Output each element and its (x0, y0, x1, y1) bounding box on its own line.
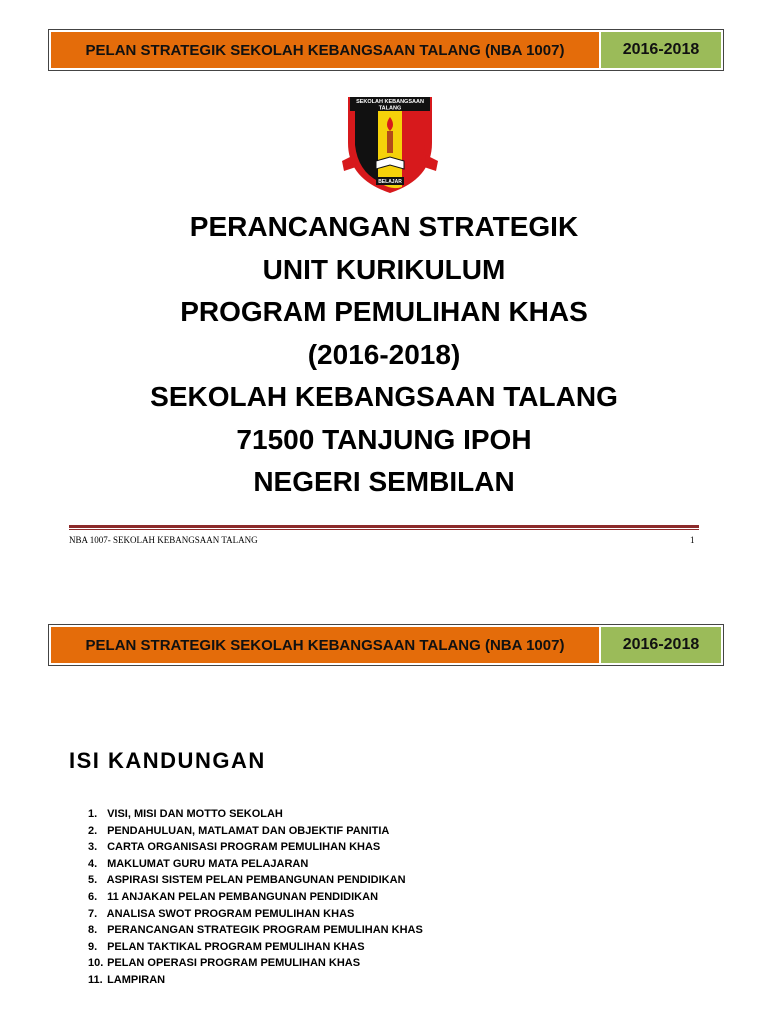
cover-title-line: UNIT KURIKULUM (262, 253, 506, 285)
footer-divider-thin (69, 529, 699, 530)
footer-text: NBA 1007- SEKOLAH KEBANGSAAN TALANG (69, 535, 258, 545)
toc-item (88, 823, 423, 840)
cover-title (0, 206, 768, 504)
toc-item-number: 11. (88, 973, 103, 986)
toc-item-label: ANALISA SWOT PROGRAM PEMULIHAN KHAS (106, 907, 355, 920)
toc-item-label: 11 ANJAKAN PELAN PEMBANGUNAN PENDIDIKAN (107, 890, 379, 903)
toc-item-label: PERANCANGAN STRATEGIK PROGRAM PEMULIHAN KHAS (107, 924, 423, 937)
toc-item (88, 922, 423, 939)
toc-item (88, 856, 423, 873)
toc-item-number: 4. (88, 857, 98, 870)
toc-item-number: 3. (88, 841, 98, 854)
toc-item-number: 5. (88, 874, 98, 887)
crest-top-text: SEKOLAH KEBANGSAAN (356, 99, 424, 105)
toc-item-number: 2. (88, 824, 98, 837)
toc-item-label: CARTA ORGANISASI PROGRAM PEMULIHAN KHAS (107, 841, 381, 854)
header-title: PELAN STRATEGIK SEKOLAH KEBANGSAAN TALANG (NBA 1007) (51, 627, 599, 663)
school-crest-logo (340, 91, 440, 195)
cover-title-line: SEKOLAH KEBANGSAAN TALANG (150, 381, 618, 412)
page-header (48, 29, 724, 71)
toc-item-label: PELAN TAKTIKAL PROGRAM PEMULIHAN KHAS (107, 940, 365, 953)
cover-title-line: (2016-2018) (307, 338, 461, 370)
page-number: 1 (690, 535, 695, 545)
toc-item-label: VISI, MISI DAN MOTTO SEKOLAH (107, 808, 283, 820)
toc-item-label: PENDAHULUAN, MATLAMAT DAN OBJEKTIF PANITIA (107, 824, 390, 837)
toc-item-number: 7. (88, 907, 98, 920)
cover-title-line: PROGRAM PEMULIHAN KHAS (180, 296, 588, 327)
toc-item (88, 806, 423, 823)
toc-item (88, 906, 423, 923)
toc-item-number: 8. (88, 924, 98, 937)
toc-item (88, 872, 423, 889)
toc-item-label: PELAN OPERASI PROGRAM PEMULIHAN KHAS (107, 957, 361, 970)
toc-item-label: LAMPIRAN (107, 973, 166, 986)
toc-item-label: ASPIRASI SISTEM PELAN PEMBANGUNAN PENDIDIKAN (106, 874, 406, 887)
toc-item (88, 939, 423, 956)
footer-divider-thick (69, 525, 699, 528)
header-years: 2016-2018 (601, 627, 721, 663)
toc-item (88, 955, 423, 972)
crest-name-text: TALANG (378, 105, 402, 112)
toc-heading: ISI KANDUNGAN (69, 748, 266, 773)
toc-item-label: MAKLUMAT GURU MATA PELAJARAN (107, 857, 309, 870)
crest-motto: BELAJAR (378, 179, 402, 185)
cover-title-line: 71500 TANJUNG IPOH (236, 423, 532, 455)
toc-item-number: 10. (88, 957, 104, 970)
toc-item-number: 9. (88, 940, 98, 953)
toc-item-number: 6. (88, 890, 98, 903)
page-header (48, 624, 724, 666)
toc-item (88, 972, 423, 989)
cover-title-line: PERANCANGAN STRATEGIK (189, 211, 579, 242)
header-title: PELAN STRATEGIK SEKOLAH KEBANGSAAN TALANG (NBA 1007) (51, 32, 599, 68)
toc-list (88, 806, 423, 989)
toc-item (88, 889, 423, 906)
header-years: 2016-2018 (601, 32, 721, 68)
toc-item-number: 1. (88, 808, 98, 820)
cover-title-line: NEGERI SEMBILAN (253, 466, 515, 497)
toc-item (88, 839, 423, 856)
